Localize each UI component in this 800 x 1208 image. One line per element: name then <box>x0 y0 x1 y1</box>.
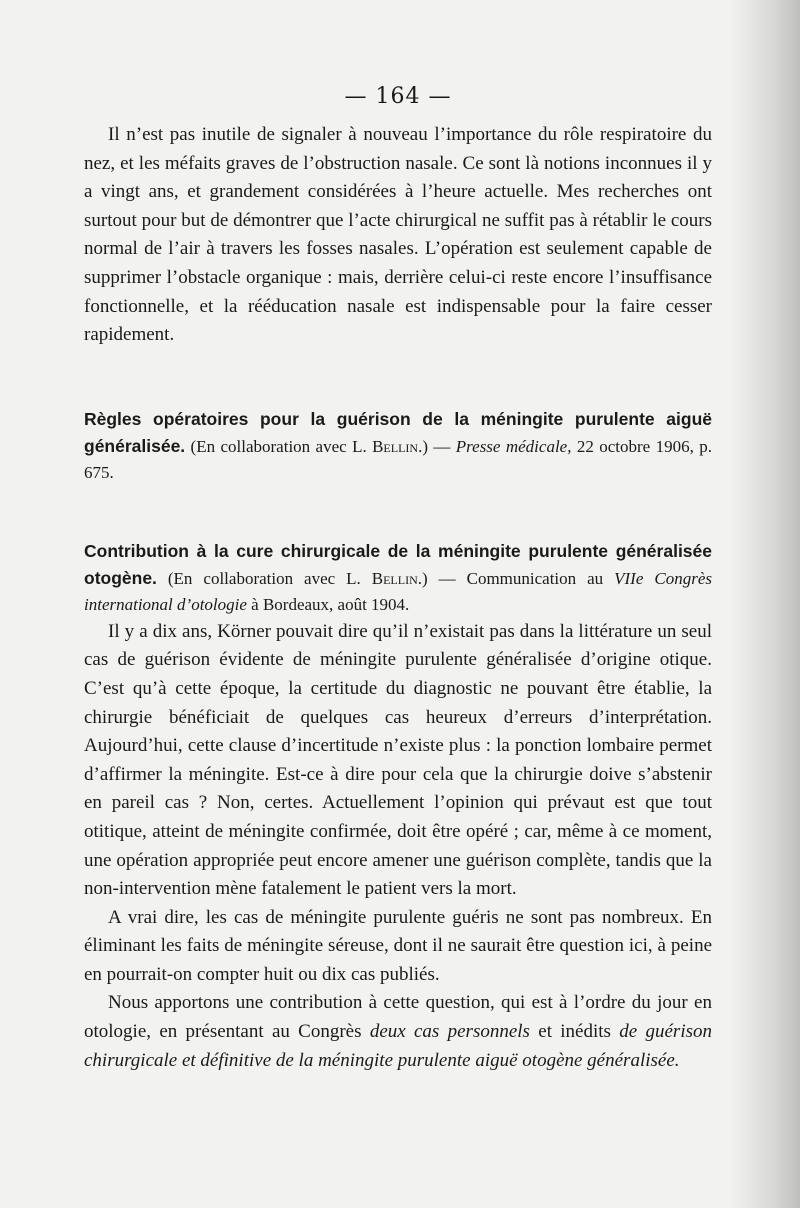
paragraph-few-cases: A vrai dire, les cas de méningite purulente guéris ne sont pas nombreux. En éliminant les faits de méningite séreuse, dont il ne saurait être question ici, à peine en pourrait-on compter huit ou dix cas publiés. <box>84 906 712 985</box>
paragraph-contribution-italic-b: de guérison chirurgicale et définitive de la méningite purulente aiguë otogène généralisée. <box>84 1021 712 1071</box>
reference-2-collab-prefix: (En collaboration avec L. <box>156 568 372 588</box>
page-content <box>84 84 712 1075</box>
reference-2-collab-suffix: .) — Communication au <box>417 568 615 588</box>
paragraph-contribution <box>84 989 712 1075</box>
reference-2-title: Contribution à la cure chirurgicale de la méningite purulente généralisée otogène. <box>84 540 712 588</box>
reference-1-collab-suffix: .) — <box>418 436 456 456</box>
page-number: — 164 — <box>344 84 452 109</box>
reference-2-author: Bellin <box>371 568 418 588</box>
paragraph-korner: Il y a dix ans, Körner pouvait dire qu’il n’existait pas dans la littérature un seul cas de guérison évidente de méningite purulente généralisée d’origine otique. C’est qu’à cette époque, la certitude du diagnostic ne pouvant être établie, la chirurgie bénéficiait de quelques cas heureux d’erreurs d’interprétation. Aujourd’hui, cette clause d’incertitude n’existe plus : la ponction lombaire permet d’affirmer la méningite. Est-ce à dire pour cela que la chirurgie doive s’abstenir en pareil cas ? Non, certes. Actuellement l’opinion qui prévaut est que tout otitique, atteint de méningite confirmée, doit être opéré ; car, même à ce moment, une opération appropriée peut encore amener une guérison complète, tandis que la non-intervention mène fatalement le patient vers la mort. <box>84 620 712 900</box>
reference-1-collab-prefix: (En collaboration avec L. <box>185 436 373 456</box>
paragraph-nasal-respiration: Il n’est pas inutile de signaler à nouveau l’importance du rôle respiratoire du nez, et les méfaits graves de l’obstruction nasale. Ce sont là notions inconnues il y a vingt ans, et grandement considérées à l’heure actuelle. Mes recherches ont surtout pour but de démontrer que l’acte chirurgical ne suffit pas à rétablir le cours normal de l’air à travers les fosses nasales. L’opération est seulement capable de supprimer l’obstacle organique : mais, derrière celui-ci reste encore l’insuffisance fonctionnelle, et la rééducation nasale est indispensable pour la faire cesser rapidement. <box>84 124 712 346</box>
reference-1-date: 22 octobre 1906, p. 675. <box>84 436 712 482</box>
reference-1-author: Bellin <box>372 436 419 456</box>
paragraph-contribution-text-a: Nous apportons une contribution à cette question, qui est à l’ordre du jour en otologie, en présentant au Congrès <box>84 992 712 1043</box>
page-edge-shadow <box>730 0 800 1208</box>
reference-2-place-date: à Bordeaux, août 1904. <box>246 594 410 614</box>
reference-2-congress: VIIe Congrès international d’otologie <box>84 568 712 614</box>
paragraph-contribution-italic-a: deux cas personnels <box>369 1021 530 1043</box>
reference-1-source: Presse médicale, <box>455 436 572 456</box>
reference-entry-1 <box>84 406 712 486</box>
paragraph-contribution-text-b: et inédits <box>529 1021 620 1043</box>
reference-entry-2 <box>84 538 712 618</box>
reference-1-title: Règles opératoires pour la guérison de la méningite purulente aiguë généralisée. <box>84 408 712 456</box>
